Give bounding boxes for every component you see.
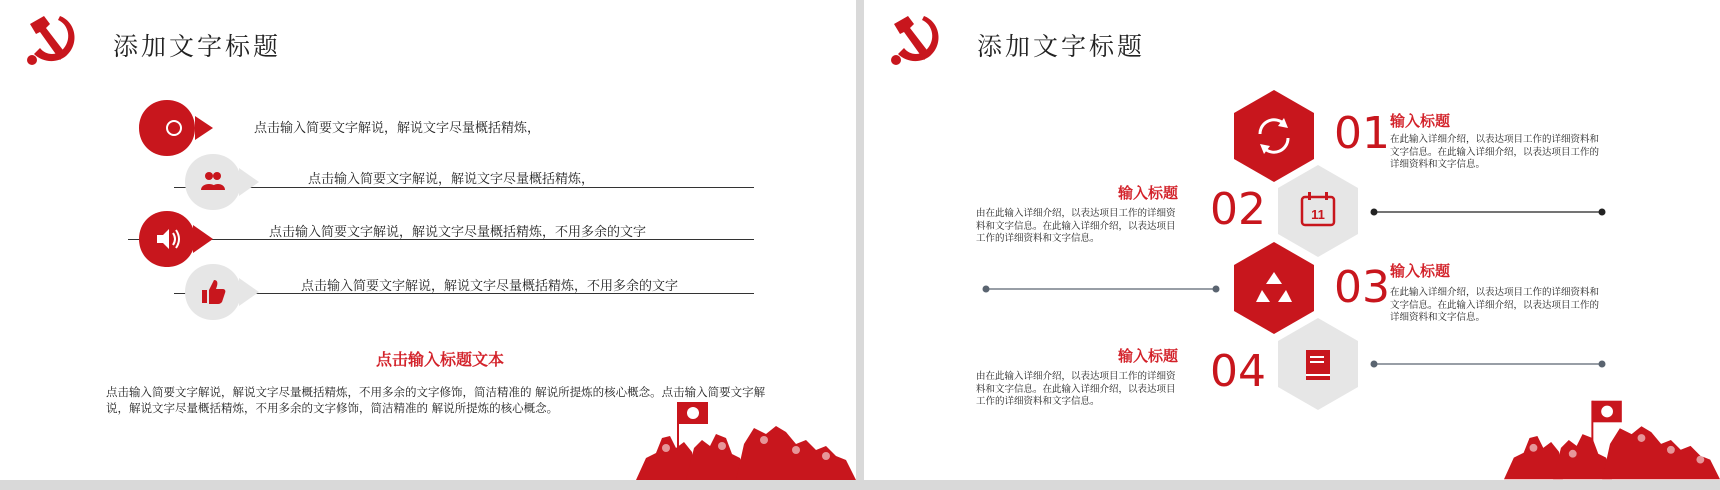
step-number-4: 04 xyxy=(1210,346,1266,397)
step-desc-3: 在此输入详细介绍，以表达项目工作的详细资料和文字信息。在此输入详细介绍，以表达项目工作的详细资料和文字信息。 xyxy=(1390,287,1600,323)
item-badge-4 xyxy=(183,262,261,322)
step-label-4: 输入标题 xyxy=(1118,347,1179,365)
hammer-sickle-logo xyxy=(22,10,82,70)
connector-line xyxy=(1370,358,1606,370)
step-desc-4: 由在此输入详细介绍，以表达项目工作的详细资料和文字信息。在此输入详细介绍，以表达项目工作的详细资料和文字信息。 xyxy=(976,371,1176,407)
calendar-day: 11 xyxy=(1311,207,1325,222)
item-badge-2 xyxy=(183,152,261,212)
section-subtitle: 点击输入标题文本 xyxy=(375,350,504,369)
step-desc-2: 由在此输入详细介绍，以表达项目工作的详细资料和文字信息。在此输入详细介绍，以表达项目工作的详细资料和文字信息。 xyxy=(976,208,1176,244)
page-title: 添加文字标题 xyxy=(977,32,1146,61)
item-text-4: 点击输入简要文字解说，解说文字尽量概括精炼，不用多余的文字 xyxy=(301,279,679,294)
item-text-1: 点击输入简要文字解说，解说文字尽量概括精炼， xyxy=(254,121,541,136)
soldiers-silhouette-illustration xyxy=(636,398,856,480)
item-badge-3 xyxy=(137,209,215,269)
item-badge-1 xyxy=(137,98,215,158)
page-title: 添加文字标题 xyxy=(113,32,282,61)
soldiers-silhouette-illustration xyxy=(1504,398,1720,480)
step-number-2: 02 xyxy=(1210,184,1266,235)
step-label-1: 输入标题 xyxy=(1390,112,1451,130)
step-desc-1: 在此输入详细介绍，以表达项目工作的详细资料和文字信息。在此输入详细介绍，以表达项目工作的详细资料和文字信息。 xyxy=(1390,134,1600,170)
slide-right xyxy=(864,0,1720,480)
hammer-sickle-logo xyxy=(886,10,946,70)
item-text-3: 点击输入简要文字解说，解说文字尽量概括精炼，不用多余的文字 xyxy=(269,225,647,240)
book-icon xyxy=(1306,350,1330,380)
step-hex-4 xyxy=(1278,318,1358,410)
connector-line xyxy=(982,283,1220,295)
body-paragraph: 点击输入简要文字解说，解说文字尽量概括精炼，不用多余的文字修饰，简洁精准的 解说所提炼的核心概念。点击输入简要文字解说，解说文字尽量概括精炼，不用多余的文字修饰，简洁精准的 解说所提炼的核心概念。 xyxy=(106,385,766,415)
step-label-2: 输入标题 xyxy=(1118,184,1179,202)
slide-left xyxy=(0,0,856,480)
item-text-2: 点击输入简要文字解说，解说文字尽量概括精炼， xyxy=(308,172,595,187)
divider-line xyxy=(174,187,754,188)
connector-line xyxy=(1370,206,1606,218)
step-number-1: 01 xyxy=(1334,108,1390,159)
step-label-3: 输入标题 xyxy=(1390,262,1451,280)
step-number-3: 03 xyxy=(1334,262,1390,313)
